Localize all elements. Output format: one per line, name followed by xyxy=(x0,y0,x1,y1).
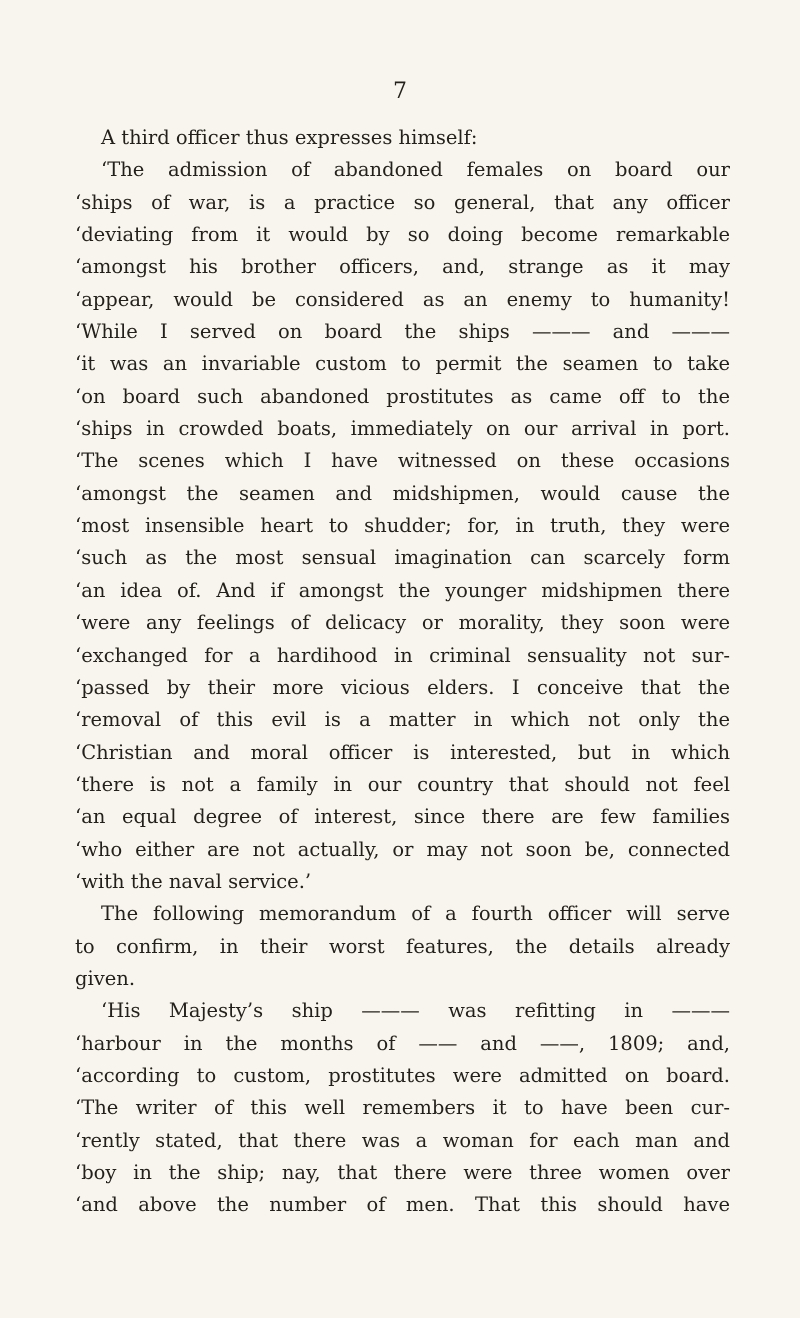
text-line: ‘The writer of this well remembers it to have been cur- xyxy=(75,1096,730,1120)
text-line: ‘with the naval service.’ xyxy=(75,869,312,893)
text-line: ‘there is not a family in our country that should not feel xyxy=(75,772,730,796)
text-line: ‘rently stated, that there was a woman for each man and xyxy=(75,1128,730,1152)
text-line: ‘ships of war, is a practice so general, that any officer xyxy=(75,190,730,214)
text-line: ‘removal of this evil is a matter in which not only the xyxy=(75,708,730,732)
text-line: ‘deviating from it would by so doing become remarkable xyxy=(75,223,730,247)
text-line: ‘such as the most sensual imagination can scarcely form xyxy=(75,546,730,570)
page-number: 7 xyxy=(393,79,407,104)
text-line: ‘passed by their more vicious elders. I conceive that the xyxy=(75,675,730,699)
text-line: ‘it was an invariable custom to permit the seamen to take xyxy=(75,352,730,376)
text-line: ‘were any feelings of delicacy or morality, they soon were xyxy=(75,611,730,635)
text-line: ‘The scenes which I have witnessed on these occasions xyxy=(75,449,730,473)
text-line: ‘who either are not actually, or may not soon be, connected xyxy=(75,837,730,861)
text-line: ‘boy in the ship; nay, that there were three women over xyxy=(75,1161,730,1184)
text-line: The following memorandum of a fourth officer will serve xyxy=(101,902,730,926)
body-text xyxy=(75,122,730,1222)
text-line: ‘Christian and moral officer is interested, but in which xyxy=(75,740,730,764)
text-line: ‘ships in crowded boats, immediately on our arrival in port. xyxy=(75,417,730,441)
text-line: A third officer thus expresses himself: xyxy=(101,126,478,149)
text-line: ‘on board such abandoned prostitutes as came off to the xyxy=(75,384,730,408)
text-line: ‘and above the number of men. That this should have xyxy=(75,1193,730,1217)
text-line: ‘amongst the seamen and midshipmen, would cause the xyxy=(75,481,730,505)
text-line: ‘an equal degree of interest, since there are few families xyxy=(75,805,730,829)
text-line: ‘While I served on board the ships ——— and ——— xyxy=(75,320,730,344)
text-line: ‘most insensible heart to shudder; for, in truth, they were xyxy=(75,514,730,538)
text-line: ‘amongst his brother officers, and, strange as it may xyxy=(75,255,730,279)
text-line: ‘His Majesty’s ship ——— was refitting in ——— xyxy=(101,999,730,1023)
text-line: ‘according to custom, prostitutes were admitted on board. xyxy=(75,1063,730,1087)
text-line: ‘an idea of. And if amongst the younger midshipmen there xyxy=(75,578,730,602)
text-line: ‘The admission of abandoned females on board our xyxy=(101,158,730,182)
text-line: ‘exchanged for a hardihood in criminal sensuality not sur- xyxy=(75,643,730,667)
text-line: ‘harbour in the months of —— and ——, 1809; and, xyxy=(75,1031,730,1055)
text-line: to confirm, in their worst features, the details already xyxy=(75,934,730,958)
text-line: given. xyxy=(75,966,136,990)
text-line: ‘appear, would be considered as an enemy to humanity! xyxy=(75,287,730,311)
